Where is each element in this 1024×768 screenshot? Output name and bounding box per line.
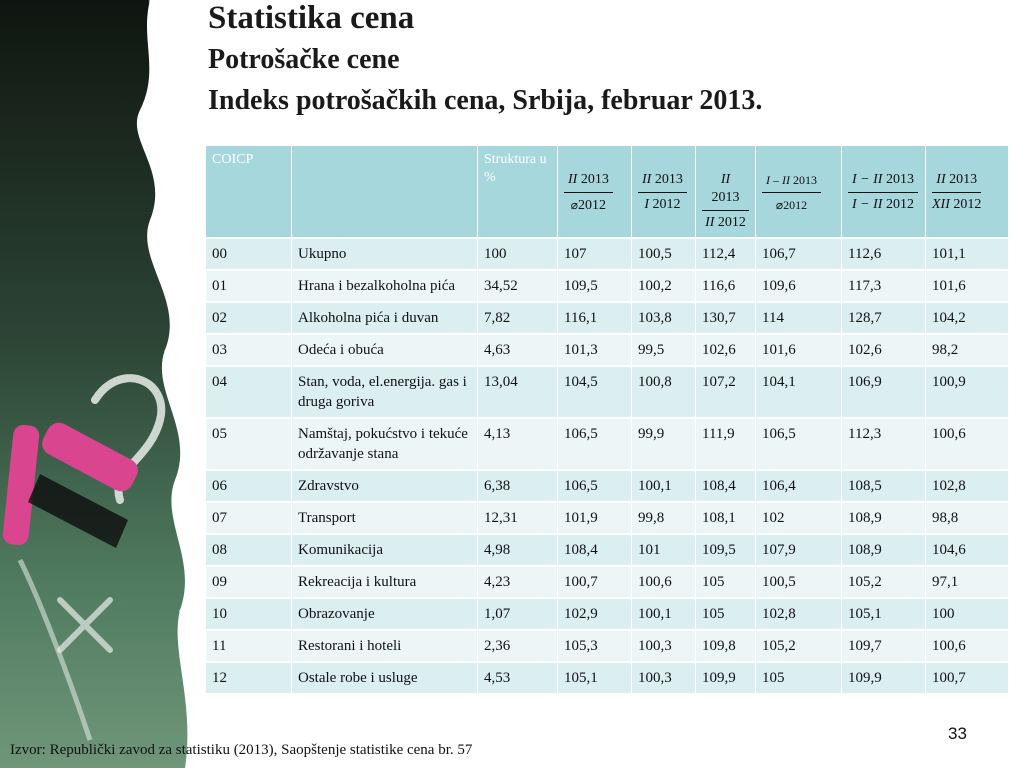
cell-index-3: 116,6 [696,269,756,301]
table-header-row [206,146,1009,237]
cell-name: Restorani i hoteli [292,629,478,661]
cell-index-4: 101,6 [756,333,842,365]
cell-name: Alkoholna pića i duvan [292,301,478,333]
cell-index-2: 100,1 [632,597,696,629]
cell-index-1: 102,9 [558,597,632,629]
cell-index-1: 101,3 [558,333,632,365]
cell-name: Stan, voda, el.energija. gas i druga goriva [292,365,478,417]
cell-index-1: 116,1 [558,301,632,333]
cell-code: 10 [206,597,292,629]
cell-code: 11 [206,629,292,661]
cell-name: Odeća i obuća [292,333,478,365]
cell-code: 04 [206,365,292,417]
cell-struct: 2,36 [478,629,558,661]
cell-index-2: 103,8 [632,301,696,333]
cell-index-4: 106,7 [756,237,842,269]
cell-index-6: 102,8 [926,469,1009,501]
table-row [206,237,1009,269]
cell-index-2: 99,8 [632,501,696,533]
cell-index-3: 107,2 [696,365,756,417]
source-footnote: Izvor: Republički zavod za statistiku (2013), Saopštenje statistike cena br. 57 [10,742,473,758]
cell-index-5: 108,9 [842,533,926,565]
header-coicp: COICP [206,146,292,237]
cell-struct: 4,13 [478,417,558,469]
cell-index-4: 107,9 [756,533,842,565]
cell-code: 03 [206,333,292,365]
table-row [206,661,1009,693]
cell-name: Ukupno [292,237,478,269]
cell-index-2: 99,5 [632,333,696,365]
cell-name: Ostale robe i usluge [292,661,478,693]
cell-index-3: 111,9 [696,417,756,469]
cell-index-3: 108,1 [696,501,756,533]
cell-index-1: 107 [558,237,632,269]
cell-code: 12 [206,661,292,693]
table-row [206,269,1009,301]
chalkboard-decoration [0,0,200,768]
cell-index-5: 109,7 [842,629,926,661]
cell-struct: 13,04 [478,365,558,417]
table-row [206,629,1009,661]
cell-index-5: 108,5 [842,469,926,501]
cell-index-3: 109,9 [696,661,756,693]
cell-index-6: 101,6 [926,269,1009,301]
cell-index-6: 104,6 [926,533,1009,565]
cell-index-4: 104,1 [756,365,842,417]
cell-struct: 100 [478,237,558,269]
cell-struct: 4,53 [478,661,558,693]
header-name [292,146,478,237]
page-number: 33 [948,724,967,743]
cell-index-6: 100,6 [926,417,1009,469]
cell-index-2: 100,8 [632,365,696,417]
header-index-1: $\frac{II 2013}{⌀2012}$ [558,146,632,237]
table-row [206,333,1009,365]
cell-struct: 4,98 [478,533,558,565]
header-index-4: $\frac{I - II 2013}{⌀2012}$ [756,146,842,237]
cell-index-4: 102,8 [756,597,842,629]
slide-title: Statistika cena [208,0,415,36]
cell-index-3: 102,6 [696,333,756,365]
cell-index-6: 100,6 [926,629,1009,661]
cell-index-6: 101,1 [926,237,1009,269]
cell-index-1: 101,9 [558,501,632,533]
cell-index-5: 102,6 [842,333,926,365]
cell-struct: 4,23 [478,565,558,597]
cell-index-4: 100,5 [756,565,842,597]
header-index-3: $\frac{II 2013}{II 2012}$ [696,146,756,237]
cell-code: 00 [206,237,292,269]
cell-index-2: 99,9 [632,417,696,469]
cell-index-1: 104,5 [558,365,632,417]
cell-index-1: 105,3 [558,629,632,661]
cell-index-4: 105,2 [756,629,842,661]
cell-index-4: 102 [756,501,842,533]
cell-index-3: 108,4 [696,469,756,501]
cell-index-3: 130,7 [696,301,756,333]
cell-index-2: 100,2 [632,269,696,301]
cell-code: 07 [206,501,292,533]
cell-index-5: 108,9 [842,501,926,533]
cell-index-5: 105,2 [842,565,926,597]
table-row [206,417,1009,469]
cell-name: Hrana i bezalkoholna pića [292,269,478,301]
header-index-2: $\frac{II 2013}{I 2012}$ [632,146,696,237]
cell-index-5: 128,7 [842,301,926,333]
cell-code: 08 [206,533,292,565]
cell-code: 05 [206,417,292,469]
cell-index-5: 105,1 [842,597,926,629]
cell-index-1: 100,7 [558,565,632,597]
cell-index-2: 100,3 [632,629,696,661]
cell-name: Obrazovanje [292,597,478,629]
cell-index-4: 109,6 [756,269,842,301]
cell-index-3: 105 [696,597,756,629]
table-row [206,597,1009,629]
cell-code: 06 [206,469,292,501]
cell-code: 02 [206,301,292,333]
cell-struct: 34,52 [478,269,558,301]
header-index-5: $\frac{I - II 2013}{I - II 2012}$ [842,146,926,237]
cell-index-4: 106,5 [756,417,842,469]
cell-index-4: 114 [756,301,842,333]
cell-name: Transport [292,501,478,533]
cell-index-5: 117,3 [842,269,926,301]
cell-index-2: 100,5 [632,237,696,269]
table-row [206,501,1009,533]
cell-index-1: 108,4 [558,533,632,565]
slide-subtitle: Potrošačke cene [208,44,400,75]
table-title: Indeks potrošačkih cena, Srbija, februar 2013. [208,85,763,116]
header-struct: Struktura u % [478,146,558,237]
cell-index-5: 109,9 [842,661,926,693]
cell-struct: 4,63 [478,333,558,365]
cell-struct: 7,82 [478,301,558,333]
chalkboard-icon [0,0,195,768]
cell-index-3: 109,8 [696,629,756,661]
cell-index-6: 98,8 [926,501,1009,533]
cell-index-2: 100,3 [632,661,696,693]
cell-name: Namštaj, pokućstvo i tekuće održavanje stana [292,417,478,469]
cell-index-6: 98,2 [926,333,1009,365]
cell-index-2: 100,1 [632,469,696,501]
cell-name: Zdravstvo [292,469,478,501]
cell-index-6: 100,7 [926,661,1009,693]
header-index-6: $\frac{II 2013}{\text{XII 2012}}$ [926,146,1009,237]
cell-code: 01 [206,269,292,301]
cell-code: 09 [206,565,292,597]
cell-struct: 1,07 [478,597,558,629]
cell-index-6: 104,2 [926,301,1009,333]
cell-name: Komunikacija [292,533,478,565]
cell-index-5: 106,9 [842,365,926,417]
cpi-table [206,146,1009,693]
cell-index-3: 105 [696,565,756,597]
cell-index-5: 112,6 [842,237,926,269]
cell-index-2: 101 [632,533,696,565]
cell-index-3: 109,5 [696,533,756,565]
cell-struct: 6,38 [478,469,558,501]
table-row [206,533,1009,565]
cell-index-1: 106,5 [558,469,632,501]
cell-index-6: 100,9 [926,365,1009,417]
cell-index-6: 100 [926,597,1009,629]
cell-index-1: 105,1 [558,661,632,693]
cell-name: Rekreacija i kultura [292,565,478,597]
cell-index-4: 106,4 [756,469,842,501]
table-row [206,565,1009,597]
cell-struct: 12,31 [478,501,558,533]
table-row [206,365,1009,417]
cell-index-5: 112,3 [842,417,926,469]
cell-index-6: 97,1 [926,565,1009,597]
cell-index-2: 100,6 [632,565,696,597]
table-row [206,301,1009,333]
cell-index-1: 106,5 [558,417,632,469]
cell-index-1: 109,5 [558,269,632,301]
cell-index-4: 105 [756,661,842,693]
table-row [206,469,1009,501]
cell-index-3: 112,4 [696,237,756,269]
